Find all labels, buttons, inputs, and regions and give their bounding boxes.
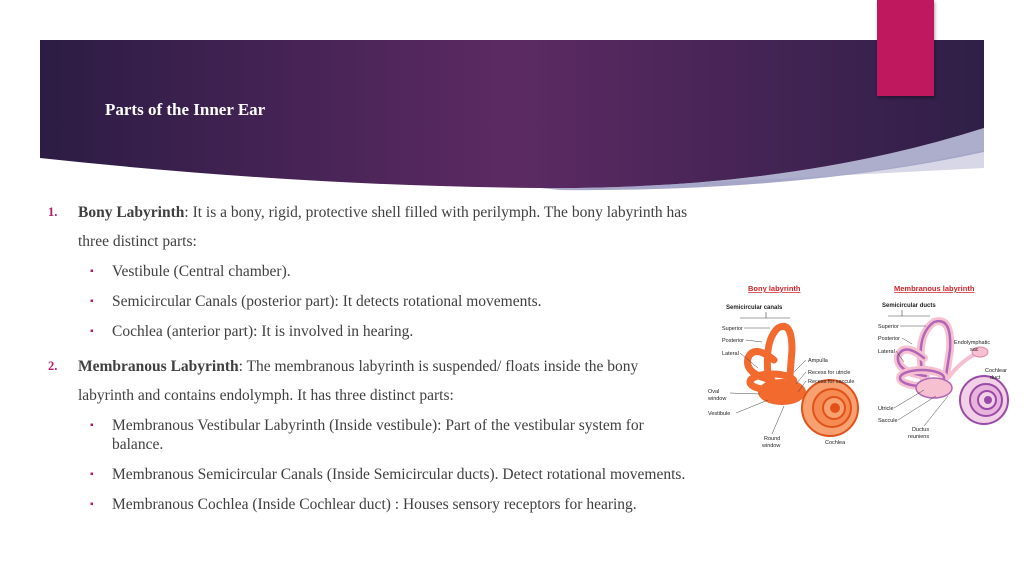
label-recess-saccule: Recess for saccule (808, 379, 855, 385)
bullet-icon: ▪ (90, 420, 94, 431)
label-recess-utricle: Recess for utricle (808, 370, 851, 376)
bony-cochlea (802, 380, 858, 436)
label-oval-window-2: window (708, 396, 727, 402)
label-round-window: Round (764, 436, 781, 442)
label-lateral-m: Lateral (878, 349, 895, 355)
list-item (48, 416, 688, 454)
membranous-heading: Membranous labyrinth (894, 284, 975, 293)
utricle-saccule-shape (916, 378, 952, 398)
sub-item-text: Membranous Semicircular Canals (Inside Semicircular ducts). Detect rotational movements. (112, 466, 686, 483)
label-vestibule: Vestibule (708, 411, 731, 417)
content-list (48, 198, 688, 525)
list-item-membranous-labyrinth (48, 352, 688, 410)
label-ampulla: Ampulla (808, 358, 828, 364)
sub-item-text: Membranous Vestibular Labyrinth (Inside vestibule): Part of the vestibular system for balance. (112, 417, 644, 453)
label-endolymphatic-2: sac (970, 347, 979, 353)
sub-item-text: Cochlea (anterior part): It is involved in hearing. (112, 323, 414, 340)
list-item (48, 262, 688, 281)
item-term: Bony Labyrinth (78, 204, 185, 221)
label-ductus-reuniens: Ductus (912, 427, 930, 433)
item-term: Membranous Labyrinth (78, 358, 239, 375)
label-round-window-2: window (762, 443, 781, 449)
label-posterior-m: Posterior (878, 336, 901, 342)
label-ductus-reuniens-2: reuniens (908, 434, 930, 440)
bullet-icon: ▪ (90, 499, 94, 510)
label-lateral: Lateral (722, 351, 739, 357)
label-cochlear-duct-2: duct (990, 375, 1001, 381)
bony-subheading: Semicircular canals (726, 305, 783, 311)
accent-tab (877, 0, 934, 96)
label-endolymphatic: Endolymphatic (954, 340, 991, 346)
slide-title: Parts of the Inner Ear (105, 100, 266, 119)
list-item (48, 322, 688, 341)
sub-item-text: Membranous Cochlea (Inside Cochlear duct) : Houses sensory receptors for hearing. (112, 496, 637, 513)
bullet-icon: ▪ (90, 469, 94, 480)
label-utricle: Utricle (878, 406, 894, 412)
bony-heading: Bony labyrinth (748, 284, 801, 293)
label-superior-m: Superior (878, 324, 899, 330)
membranous-subheading: Semicircular ducts (882, 303, 936, 309)
item-text: : The membranous labyrinth is suspended/ floats inside the bony labyrinth and contains endolymph. It has three distinct parts: (78, 358, 639, 404)
bullet-icon: ▪ (90, 326, 94, 337)
label-cochlear-duct: Cochlear (985, 368, 1008, 374)
item-number: 1. (48, 205, 58, 219)
sub-item-text: Semicircular Canals (posterior part): It detects rotational movements. (112, 293, 542, 310)
label-saccule: Saccule (878, 418, 898, 424)
bullet-icon: ▪ (90, 296, 94, 307)
item-number: 2. (48, 359, 58, 373)
item-text: : It is a bony, rigid, protective shell filled with perilymph. The bony labyrinth has three distinct parts: (78, 204, 688, 250)
inner-ear-figure (700, 280, 1020, 455)
label-superior: Superior (722, 326, 743, 332)
sub-item-text: Vestibule (Central chamber). (112, 263, 291, 280)
label-posterior: Posterior (722, 338, 745, 344)
bullet-icon: ▪ (90, 266, 94, 277)
list-item-bony-labyrinth (48, 198, 688, 256)
membranous-labyrinth-drawing (898, 321, 976, 386)
list-item (48, 292, 688, 311)
label-cochlea: Cochlea (825, 440, 846, 446)
sublist-bony (48, 262, 688, 341)
sublist-membranous (48, 416, 688, 514)
membranous-cochlea (960, 376, 1008, 424)
list-item (48, 465, 688, 484)
label-oval-window: Oval (708, 389, 720, 395)
list-item (48, 495, 688, 514)
